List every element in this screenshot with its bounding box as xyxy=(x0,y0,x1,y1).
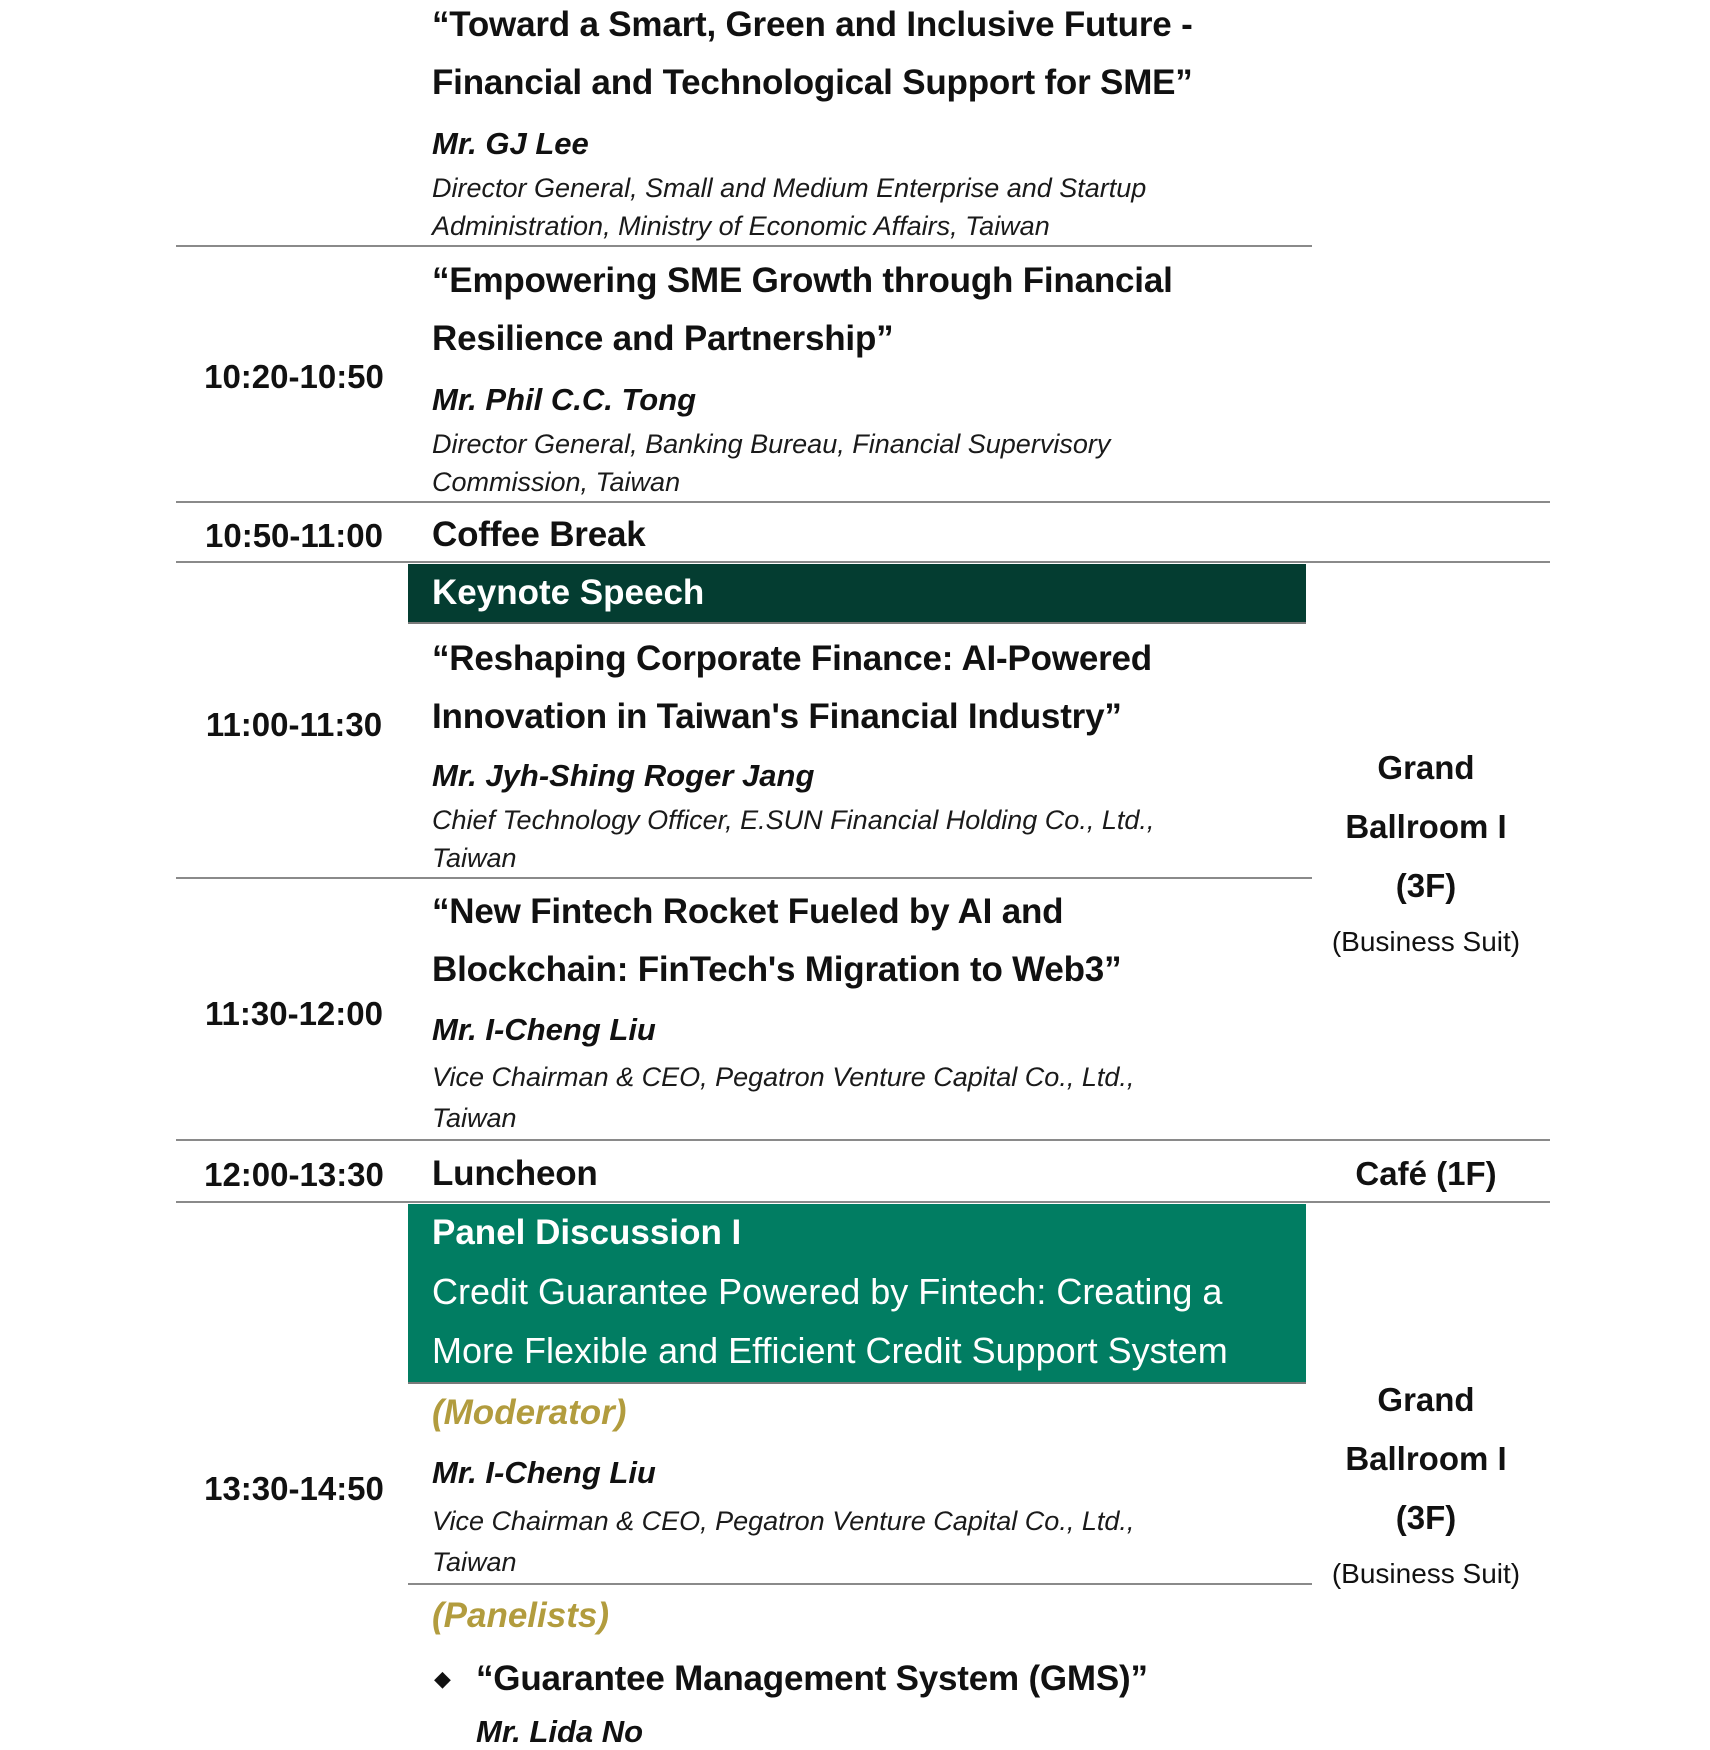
session-title: Financial and Technological Support for SME” xyxy=(432,63,1193,102)
venue-grand-ballroom xyxy=(1316,1370,1536,1601)
speaker-role: Director General, Small and Medium Enterprise and Startup xyxy=(432,173,1147,203)
row-divider xyxy=(176,501,1550,503)
session-title: Resilience and Partnership” xyxy=(432,319,894,358)
row-divider xyxy=(176,1139,1550,1141)
row-divider xyxy=(176,245,1312,247)
speaker-role: Taiwan xyxy=(432,1103,517,1133)
session-title: “Empowering SME Growth through Financial xyxy=(432,261,1173,300)
row-divider xyxy=(408,1583,1312,1585)
panelist-topic: “Guarantee Management System (GMS)” xyxy=(476,1659,1148,1698)
diamond-bullet-icon: ◆ xyxy=(434,1666,451,1691)
session-time: 10:50-11:00 xyxy=(205,517,383,554)
coffee-break-label: Coffee Break xyxy=(432,515,646,554)
venue-grand-ballroom xyxy=(1316,738,1536,969)
speaker-role: Commission, Taiwan xyxy=(432,467,681,497)
session-time: 11:00-11:30 xyxy=(205,706,383,743)
panel-banner xyxy=(408,1204,1306,1384)
session-time: 11:30-12:00 xyxy=(205,995,383,1032)
dress-code: (Business Suit) xyxy=(1331,1558,1521,1589)
panelist-name: Mr. Lida No xyxy=(476,1714,644,1749)
keynote-banner xyxy=(408,564,1306,624)
venue-line: Ballroom I xyxy=(1345,1440,1507,1477)
session-title: “Toward a Smart, Green and Inclusive Future - xyxy=(432,5,1193,44)
venue-line: (3F) xyxy=(1395,867,1457,904)
venue-line: Ballroom I xyxy=(1345,808,1507,845)
speaker-role: Taiwan xyxy=(432,843,517,873)
panelists-label: (Panelists) xyxy=(432,1596,609,1635)
session-title: Blockchain: FinTech's Migration to Web3” xyxy=(432,950,1122,989)
speaker-role: Administration, Ministry of Economic Affairs, Taiwan xyxy=(432,211,1050,241)
session-title: Innovation in Taiwan's Financial Industry” xyxy=(432,697,1122,736)
session-time: 13:30-14:50 xyxy=(204,1470,384,1507)
venue-line: Grand xyxy=(1377,1381,1475,1418)
panel-banner-title: Panel Discussion I xyxy=(432,1213,742,1252)
session-time: 12:00-13:30 xyxy=(204,1156,384,1193)
row-divider xyxy=(176,1201,1550,1203)
session-title: “Reshaping Corporate Finance: AI-Powered xyxy=(432,639,1152,678)
speaker-name: Mr. Phil C.C. Tong xyxy=(432,382,697,417)
panel-banner-subtitle: More Flexible and Efficient Credit Support System xyxy=(432,1330,1228,1371)
session-time: 10:20-10:50 xyxy=(204,358,384,395)
panel-banner-subtitle: Credit Guarantee Powered by Fintech: Creating a xyxy=(432,1271,1223,1312)
row-divider xyxy=(176,877,1312,879)
luncheon-label: Luncheon xyxy=(432,1154,598,1193)
moderator-role: Vice Chairman & CEO, Pegatron Venture Capital Co., Ltd., xyxy=(432,1506,1135,1536)
speaker-role: Chief Technology Officer, E.SUN Financial Holding Co., Ltd., xyxy=(432,805,1155,835)
moderator-label: (Moderator) xyxy=(432,1393,627,1432)
dress-code: (Business Suit) xyxy=(1331,926,1521,957)
speaker-role: Vice Chairman & CEO, Pegatron Venture Capital Co., Ltd., xyxy=(432,1062,1135,1092)
speaker-name: Mr. GJ Lee xyxy=(432,126,589,161)
moderator-role: Taiwan xyxy=(432,1547,517,1577)
venue-cafe: Café (1F) xyxy=(1355,1155,1497,1192)
venue-line: Grand xyxy=(1377,749,1475,786)
row-divider xyxy=(176,561,1550,563)
keynote-banner-title: Keynote Speech xyxy=(432,573,705,612)
venue-line: (3F) xyxy=(1395,1499,1457,1536)
session-title: “New Fintech Rocket Fueled by AI and xyxy=(432,892,1064,931)
speaker-name: Mr. I-Cheng Liu xyxy=(432,1012,656,1047)
speaker-name: Mr. Jyh-Shing Roger Jang xyxy=(432,758,815,793)
moderator-name: Mr. I-Cheng Liu xyxy=(432,1455,656,1490)
speaker-role: Director General, Banking Bureau, Financial Supervisory xyxy=(432,429,1111,459)
